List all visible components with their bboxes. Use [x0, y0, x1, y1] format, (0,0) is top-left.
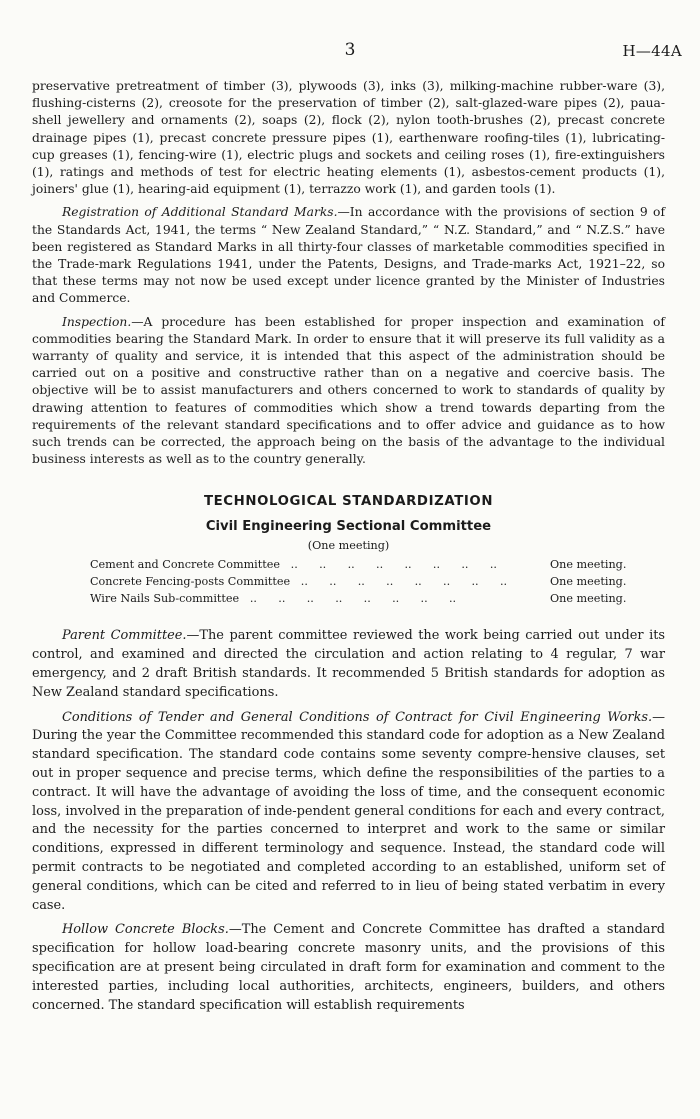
paragraph-registration [32, 204, 665, 307]
committee-name: Concrete Fencing-posts Committee .. [90, 573, 550, 590]
paragraph-lead: Conditions of Tender and General Conditions of Contract for Civil Engineering Works. [62, 709, 653, 725]
paragraph-text: —The parent committee reviewed the work being carried out under its control, and examined and directed the circulation and action relating to 4 regular, 7 war emergency, and 2 draft British standards. It recommended 5 British standards for adoption as New Zealand standard specifications. [32, 628, 665, 700]
paragraph-text: preservative pretreatment of timber (3), plywoods (3), inks (3), milking-machine rubber-ware (3), flushing-cisterns (2), creosote for the preservation of timber (2), salt-glazed-ware pipes (2), paua-shell jewellery and ornaments (2), soaps (2), flock (2), nylon tooth-brushes (2), precast concrete drainage pipes (1), precast concrete pressure pipes (1), earthenware roofing-tiles (1), lubricating-cup greases (1), fencing-wire (1), electric plugs and sockets and ceiling roses (1), fire-extinguishers (1), ratings and methods of test for electric heating elements (1), asbestos-cement products (1), joiners' glue (1), hearing-aid equipment (1), terrazzo work (1), and garden tools (1). [32, 79, 665, 197]
paragraph-lead: Registration of Additional Standard Marks. [62, 205, 338, 220]
meeting-note: (One meeting) [307, 539, 390, 553]
section-heading: TECHNOLOGICAL STANDARDIZATION [203, 494, 494, 510]
paragraph-lead: Parent Committee. [62, 628, 187, 644]
section-subheading: Civil Engineering Sectional Committee [205, 519, 492, 535]
body-text [32, 78, 665, 1015]
paragraph-parent-committee [32, 627, 665, 702]
meeting-row [90, 590, 650, 607]
paragraph-text: —A procedure has been established for proper inspection and examination of commodities bearing the Standard Mark. In order to ensure that it will preserve its full validity as a warranty of quality and service, it is intended that this aspect of the administration should be carried out on a positive and constructive rather than on a negative and coercive basis. The objective will be to assist manufacturers and others concerned to work to standards of quality by drawing attention to features of commodities which show a trend towards departing from the requirements of the relevant standard specifications and to offer advice and guidance as to how such trends can be corrected, the approach being on the basis of the advantage to the individual business interests as well as to the country generally. [32, 314, 665, 467]
meeting-count: One meeting. [550, 592, 627, 606]
paragraph-text: —During the year the Committee recommended this standard code for adoption as a New Zealand standard specification. The standard code contains some seventy compre-hensive clauses, set out in proper sequence and precise terms, which define the responsibilities of the parties to a contract. It will have the advantage of avoiding the loss of time, and the consequent economic loss, involved in the preparation of inde-pendent general conditions for each and every contract, and the necessity for the parties concerned to interpret and work to the same or similar conditions, expressed in different terminology and sequence. Instead, the standard code will permit contracts to be negotiated and completed according to an established, uniform set of general conditions, which can be cited and referred to in lieu of being stated verbatim in every case. [32, 709, 665, 913]
meeting-count: One meeting. [550, 575, 627, 589]
paragraph-inspection [32, 314, 665, 469]
paragraph-text: —The Cement and Concrete Committee has drafted a standard specification for hollow load-bearing concrete masonry units, and the provisions of this specification are at present being circulated in draft form for examination and comment to the interested parties, including local authorities, architects, engineers, builders, and others concerned. The standard specification will establish requirements [32, 922, 665, 1013]
meeting-row [90, 573, 650, 590]
meetings-list [90, 556, 650, 607]
paragraph-conditions-of-tender [32, 709, 665, 916]
page-number: 3 [344, 40, 356, 60]
meeting-count: One meeting. [550, 558, 627, 572]
committee-name: Cement and Concrete Committee .. [90, 556, 550, 573]
paragraph-lead: Inspection. [62, 314, 132, 329]
paragraph-text: —In accordance with the provisions of section 9 of the Standards Act, 1941, the terms “ New Zealand Standard,” “ N.Z. Standard,” and “ N.Z.S.” have been registered as Standard Marks in all thirty-four classes of marketable commodities specified in the Trade-mark Regulations 1941, under the Patents, Designs, and Trade-marks Act, 1921–22, so that these terms may not now be used except under licence granted by the Minister of Industries and Commerce. [32, 205, 665, 306]
document-code: H—44A [622, 42, 682, 60]
paragraph-hollow-blocks [32, 921, 665, 1015]
meeting-row [90, 556, 650, 573]
paragraph-lead: Hollow Concrete Blocks. [62, 922, 229, 938]
paragraph-materials-list [32, 78, 665, 198]
committee-name: Wire Nails Sub-committee .. [90, 590, 550, 607]
